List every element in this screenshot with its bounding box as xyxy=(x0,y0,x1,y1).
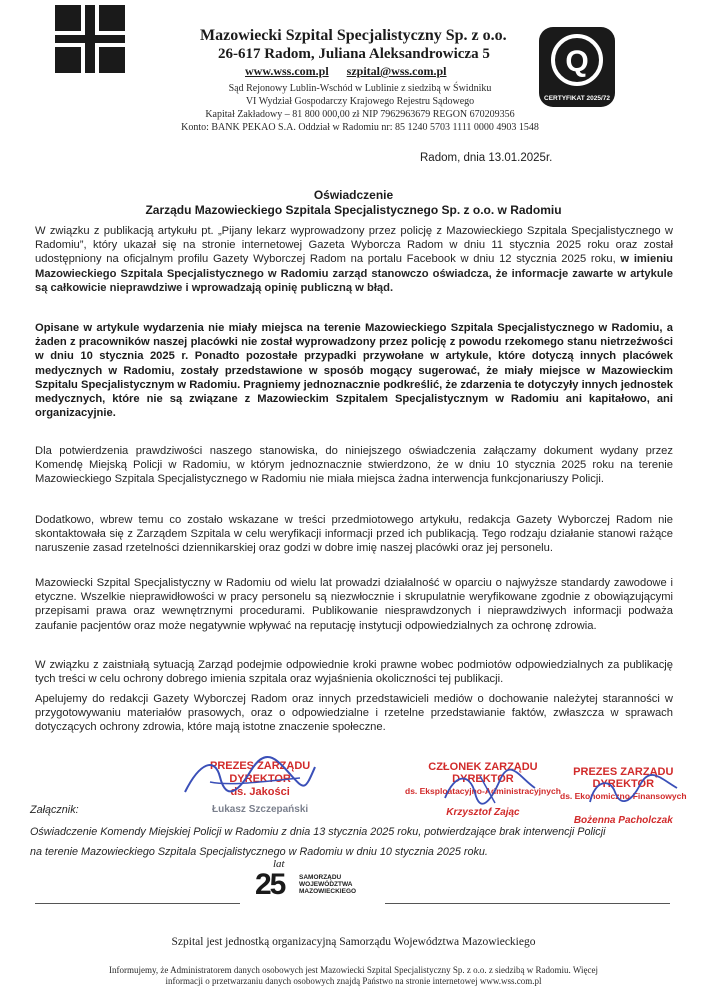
paragraph-6 xyxy=(35,658,673,686)
stamp-name: Bożenna Pacholczak xyxy=(573,815,673,826)
badge-lat: lat xyxy=(273,858,285,870)
stamp-name: Krzysztof Zając xyxy=(446,807,520,818)
stamp-line: PREZES ZARZĄDU xyxy=(573,766,674,778)
document-subtitle: Zarządu Mazowieckiego Szpitala Specjalistycznego Sp. z o.o. w Radomiu xyxy=(145,203,562,217)
website-link[interactable]: www.wss.com.pl xyxy=(245,64,329,78)
stamp-name: Łukasz Szczepański xyxy=(212,804,309,815)
paragraph-5 xyxy=(35,576,673,633)
paragraph-2-text: Opisane w artykule wydarzenia nie miały miejsca na terenie Mazowieckiego Szpitala Specjalistycznego w Radomiu, a żaden z pracowników naszej placówki nie został wyprowadzony przez policję z powodu rzekomego stanu nietrzeźwości w dniu 10 stycznia 2025 r. Ponadto pozostałe przypadki przywołane w artykule, które dotyczą innych placówek medycznych w Radomiu, zostały przedstawione w sposób mogący sugerować, że miały miejsce w Mazowieckim Szpitalu Specjalistycznym w Radomiu. Pragniemy jednoznacznie podkreślić, że zdarzenia te dotyczyły innych jednostek medycznych, które nie są związane z Mazowieckim Szpitalem Specjalistycznym w Radomiu ani kapitałowo, ani organizacyjnie. xyxy=(35,322,673,420)
stamp-line: DYREKTOR xyxy=(229,773,291,785)
signature-2 xyxy=(440,768,540,808)
paragraph-7 xyxy=(35,692,673,735)
hospital-cross-logo xyxy=(55,5,125,73)
stamp-line: ds. Ekonomiczno-Finansowych xyxy=(560,791,687,801)
document-date: Radom, dnia 13.01.2025r. xyxy=(420,152,553,164)
registry-line: Kapitał Zakładowy – 81 800 000,00 zł NIP 7962963679 REGON 670209356 xyxy=(205,109,515,120)
anniversary-badge xyxy=(255,858,375,908)
stamp-line: PREZES ZARZĄDU xyxy=(210,760,311,772)
stamp-line: DYREKTOR xyxy=(592,778,655,790)
certificate-label: CERTYFIKAT 2025/72 xyxy=(544,95,610,102)
footer-privacy-note: Informujemy, że Administratorem danych osobowych jest Mazowiecki Szpital Specjalistyczny Sp. z o.o. z siedzibą w Radomiu. Więcej informacji o przetwarzaniu danych osobowych znajdą Państwo na stronie internetowej www.wss.com.pl xyxy=(108,965,598,986)
registry-line: Konto: BANK PEKAO S.A. Oddział w Radomiu nr: 85 1240 5703 1111 0000 4903 1548 xyxy=(181,122,539,133)
paragraph-2 xyxy=(35,321,673,420)
registry-info xyxy=(150,82,570,134)
footer-statement: Szpital jest jednostką organizacyjną Samorządu Województwa Mazowieckiego xyxy=(171,936,536,948)
registry-line: VI Wydział Gospodarczy Krajowego Rejestru Sądowego xyxy=(245,96,475,107)
paragraph-5-text: Mazowiecki Szpital Specjalistyczny w Radomiu od wielu lat prowadzi działalność w oparciu o najwyższe standardy zawodowe i etyczne. Wszelkie nieprawidłowości w pracy personelu są niezwłocznie i skrupulatnie weryfikowane zgodnie z obowiązującymi przepisami prawa oraz wewnętrznymi procedurami. Publikowanie niesprawdzonych i nieprawdziwych informacji podważa zaufanie pacjentów oraz może negatywnie wpływać na reputację instytucji odpowiedzialnych za ochronę zdrowia. xyxy=(35,577,673,632)
paragraph-3 xyxy=(35,444,673,487)
org-links xyxy=(245,64,507,79)
badge-text: SAMORZĄDU WOJEWÓDZTWA MAZOWIECKIEGO xyxy=(299,874,357,895)
signature-3 xyxy=(585,770,685,810)
paragraph-7-text: Apelujemy do redakcji Gazety Wyborczej Radom oraz innych przedstawicieli mediów o dochowanie należytej staranności w przygotowywaniu materiałów prasowych, oraz o odpowiedzialne i rzetelne przedstawianie faktów, zwłaszcza w sprawach dotyczących ochrony zdrowia, które mają istotne znaczenie społeczne. xyxy=(35,693,673,734)
certificate-letter: Q xyxy=(565,45,589,78)
stamp-line: ds. Eksploatacyjno-Administracyjnych xyxy=(405,786,561,796)
paragraph-4-text: Dodatkowo, wbrew temu co zostało wskazane w treści przedmiotowego artykułu, redakcja Gazety Wyborczej Radom nie skontaktowała się z Zarządem Szpitala w celu weryfikacji informacji przed ich publikacją. Tego rodzaju działanie stanowi rażące naruszenie zasad rzetelności dziennikarskiej oraz godzi w dobre imię naszej placówki oraz jej personelu. xyxy=(35,514,673,555)
stamp-line: DYREKTOR xyxy=(452,773,514,785)
document-title: Oświadczenie xyxy=(313,188,394,202)
stamp-line: ds. Jakości xyxy=(230,786,290,798)
org-address: 26-617 Radom, Juliana Aleksandrowicza 5 xyxy=(218,46,490,62)
attachment-line: Oświadczenie Komendy Miejskiej Policji w Radomiu z dnia 13 stycznia 2025 roku, potwierdzające brak interwencji Policji xyxy=(30,826,606,838)
letterhead xyxy=(200,27,507,79)
email-link[interactable]: szpital@wss.com.pl xyxy=(346,64,447,78)
paragraph-1-text: W związku z publikacją artykułu pt. „Pijany lekarz wyprowadzony przez policję z Mazowieckiego Szpitala Specjalistycznego w Radomiu”, który ukazał się na stronie internetowej Gazeta Wyborcza Radom w dniu 11 stycznia 2025 roku oraz został udostępniony na oficjalnym profilu Gazety Wyborczej Radom na portalu Facebook w dniu 12 stycznia 2025 roku, xyxy=(35,225,673,266)
attachment-line: na terenie Mazowieckiego Szpitala Specjalistycznego w Radomiu w dniu 10 stycznia 2025 roku. xyxy=(30,846,488,858)
registry-line: Sąd Rejonowy Lublin-Wschód w Lublinie z siedzibą w Świdniku xyxy=(228,83,492,94)
org-name: Mazowiecki Szpital Specjalistyczny Sp. z o.o. xyxy=(200,27,507,44)
paragraph-4 xyxy=(35,513,673,556)
attachment-label: Załącznik: xyxy=(30,804,79,816)
footer-divider-right xyxy=(385,903,670,904)
paragraph-3-text: Dla potwierdzenia prawdziwości naszego stanowiska, do niniejszego oświadczenia załączamy dokument wydany przez Komendę Miejską Policji w Radomiu, w którym jednoznacznie stwierdzono, że w dniu 10 stycznia 2025 roku na terenie Mazowieckiego Szpitala Specjalistycznego w Radomiu nie miała miejsca żadna interwencja funkcjonariuszy Policji. xyxy=(35,445,673,486)
paragraph-1-bold: w imieniu Mazowieckiego Szpitala Specjalistycznego w Radomiu zarząd stanowczo oświadcza, że informacje zawarte w artykule są całkowicie nieprawdziwe i wprowadzają opinię publiczną w błąd. xyxy=(35,253,673,294)
stamp-line: CZŁONEK ZARZĄDU xyxy=(428,761,538,773)
paragraph-1 xyxy=(35,224,673,295)
signature-1 xyxy=(180,752,320,802)
badge-number: 25 xyxy=(255,868,285,901)
footer-divider-left xyxy=(35,903,240,904)
paragraph-6-text: W związku z zaistniałą sytuacją Zarząd podejmie odpowiednie kroki prawne wobec podmiotów odpowiedzialnych za publikację tych treści w celu ochrony dobrego imienia szpitala oraz wyjaśnienia okoliczności tej publikacji. xyxy=(35,659,673,686)
